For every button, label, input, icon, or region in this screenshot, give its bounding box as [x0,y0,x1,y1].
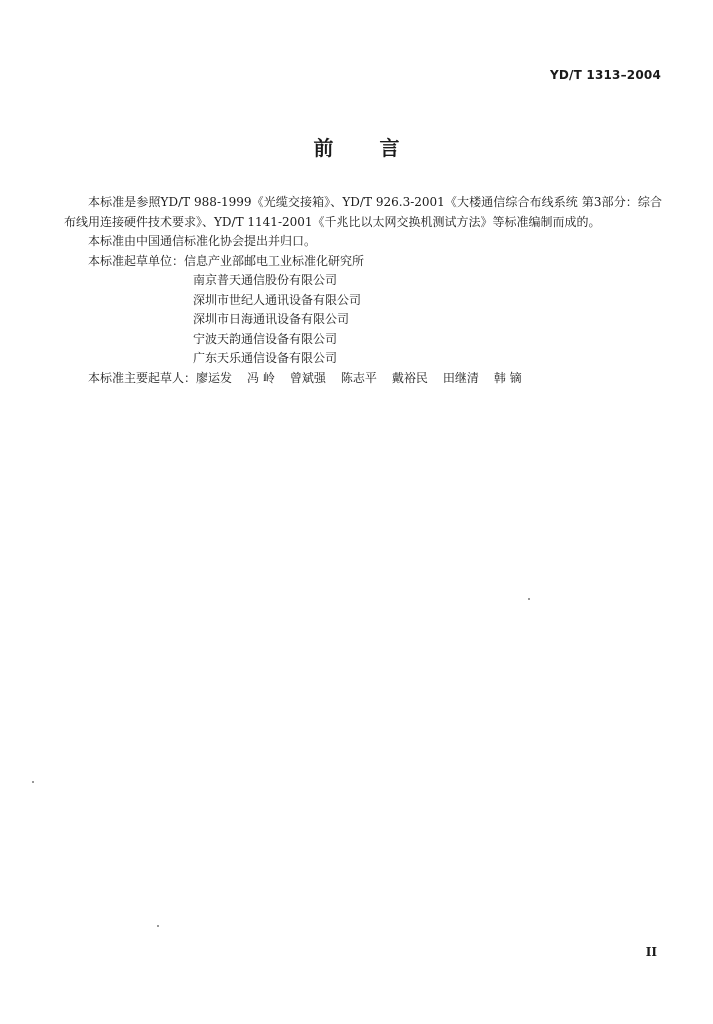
title-char-1: 前 [313,136,334,160]
drafter-name: 田继清 [442,370,479,385]
drafting-unit-item: 深圳市日海通讯设备有限公司 [193,312,350,326]
drafting-unit-item: 信息产业部邮电工业标准化研究所 [184,253,365,268]
drafter-name: 冯 岭 [247,370,275,385]
drafting-unit-item: 南京普天通信股份有限公司 [193,273,338,287]
drafters-list [196,369,522,389]
scan-speck [32,781,34,783]
drafters-row [64,369,662,389]
drafting-unit-item: 深圳市世纪人通讯设备有限公司 [193,292,362,307]
drafting-unit-item: 宁波天韵通信设备有限公司 [193,331,338,346]
drafters-label: 本标准主要起草人： [88,370,197,385]
drafting-units-label: 本标准起草单位： [88,253,185,268]
scan-speck [157,925,159,927]
proposer-paragraph: 本标准由中国通信标准化协会提出并归口。 [88,234,317,248]
drafter-name: 廖运发 [196,370,233,385]
standard-number: YD/T 1313–2004 [550,68,661,82]
scan-speck [528,598,530,600]
drafting-units-list [64,271,662,369]
drafter-name: 陈志平 [340,370,377,385]
page-title [0,132,713,161]
title-char-2: 言 [379,136,400,160]
drafter-name: 韩 镝 [493,370,522,385]
page-number: II [645,945,657,959]
drafting-unit-item: 广东天乐通信设备有限公司 [193,351,338,365]
drafting-units-row [64,252,662,272]
drafter-name: 曾斌强 [289,370,326,385]
reference-paragraph: 本标准是参照YD/T 988-1999《光缆交接箱》、YD/T 926.3-2001《大楼通信综合布线系统 第3部分：综合布线用连接硬件技术要求》、YD/T 1141-2001《千兆比以太网交换机测试方法》等标准编制而成的。 [64,195,662,229]
drafter-name: 戴裕民 [391,370,428,385]
foreword-body [64,193,662,388]
